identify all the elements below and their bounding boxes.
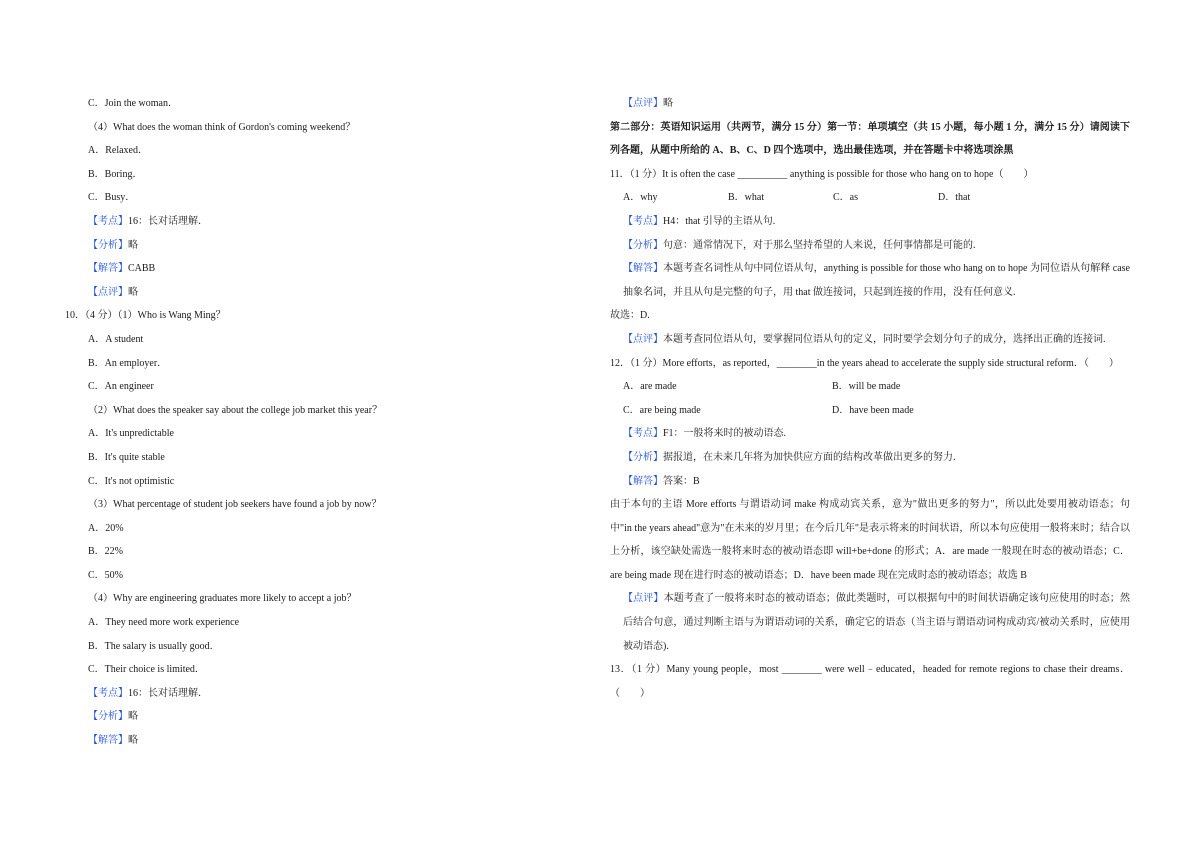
text-line: A．A student — [88, 333, 144, 345]
text-line: B．The salary is usually good． — [88, 640, 220, 652]
annotation-text: 略 — [128, 239, 138, 251]
annotation-line — [610, 92, 1130, 116]
text-line: C．Busy． — [88, 192, 136, 204]
annotation-line — [65, 210, 535, 234]
text-line: A．It's unpredictable — [88, 428, 174, 440]
text-line: B．Boring． — [88, 168, 143, 180]
annotation-text: 据报道，在未来几年将为加快供应方面的结构改革做出更多的努力. — [663, 451, 956, 463]
text-line: 故选：D. — [610, 310, 650, 322]
text-line: C．It's not optimistic — [88, 475, 175, 487]
annotation-tag: 【点评】 — [623, 593, 664, 605]
answer-option: D．that — [938, 192, 971, 204]
answer-option: C．as — [833, 192, 858, 204]
text-line: 13．（1 分）Many young people，most ________ were well﹣educated，headed for remote regions to chase their dreams．（ ） — [610, 664, 1130, 699]
answer-options — [610, 399, 1130, 423]
text-line: C．50% — [88, 569, 123, 581]
text-line: 10．（4 分）（1）Who is Wang Ming？ — [65, 310, 226, 322]
text-line: B．An employer． — [88, 357, 168, 369]
answer-option: B．will be made — [832, 381, 901, 393]
text-line: C．An engineer — [88, 381, 154, 393]
text-line: （4）Why are engineering graduates more likely to accept a job？ — [88, 593, 357, 605]
annotation-line — [610, 210, 1130, 234]
answer-option: A．why — [623, 192, 658, 204]
text-line: C．Join the woman． — [88, 98, 178, 109]
annotation-line — [610, 234, 1130, 258]
annotation-tag: 【解答】 — [623, 475, 663, 487]
annotation-tag: 【考点】 — [623, 215, 663, 227]
text-line: B．It's quite stable — [88, 451, 165, 463]
annotation-text: H4：that 引导的主语从句. — [663, 215, 776, 227]
text-line: A．They need more work experience — [88, 617, 240, 629]
annotation-tag: 【解答】 — [623, 263, 664, 275]
answer-option: C．are being made — [623, 404, 701, 416]
annotation-tag: 【点评】 — [88, 286, 128, 298]
annotation-tag: 【分析】 — [88, 711, 128, 723]
annotation-tag: 【解答】 — [88, 735, 128, 747]
annotation-tag: 【考点】 — [623, 428, 663, 440]
annotation-line — [610, 328, 1130, 352]
section-heading: 第二部分：英语知识运用（共两节，满分 15 分）第一节：单项填空（共 15 小题，每小题 1 分，满分 15 分）请阅读下列各题，从题中所给的 A、B、C、D 四个选项中，选出最佳选项，并在答题卡中将选项涂黑 — [610, 121, 1130, 157]
answer-options — [610, 375, 1130, 399]
text-line: A．Relaxed． — [88, 145, 148, 157]
text-line: A．20% — [88, 522, 124, 534]
annotation-tag: 【点评】 — [623, 333, 663, 345]
annotation-text: 本题考查同位语从句，要掌握同位语从句的定义，同时要学会划分句子的成分，选择出正确的连接词. — [663, 333, 1106, 345]
annotation-text: 16：长对话理解． — [128, 687, 208, 699]
answer-option: A．are made — [623, 381, 677, 393]
annotation-line — [610, 422, 1130, 446]
text-line: 11．（1 分）It is often the case __________ anything is possible for those who hang on to hope（ ） — [610, 168, 1034, 180]
annotation-text: CABB — [128, 263, 156, 275]
text-line: （3）What percentage of student job seekers have found a job by now？ — [88, 499, 382, 511]
annotation-text: 句意：通常情况下，对于那么坚持希望的人来说，任何事情都是可能的. — [663, 239, 976, 251]
annotation-line — [65, 729, 535, 753]
annotation-tag: 【分析】 — [623, 451, 663, 463]
text-line: 由于本句的主语 More efforts 与谓语动词 make 构成动宾关系，意为"做出更多的努力"，所以此处要用被动语态；句中"in the years ahead"意为"在未来的岁月里；在今后几年"是表示将来的时间状语，所以本句应使用一般将来时；结合以上分析，该空缺处需选一般将来时态的被动语态即 will+be+done 的形式；A．are made 一般现在时态的被动语态；C．are being made 现在进行时态的被动语态；D．have been made 现在完成时态的被动语态；故选 B — [610, 499, 1130, 581]
annotation-line — [65, 705, 535, 729]
text-line: C．Their choice is limited． — [88, 664, 205, 676]
annotation-line — [610, 587, 1130, 658]
annotation-text: F1：一般将来时的被动语态. — [663, 428, 787, 440]
annotation-tag: 【考点】 — [88, 215, 128, 227]
right-column — [610, 92, 1130, 705]
annotation-line — [610, 257, 1130, 304]
annotation-text: 略 — [128, 711, 138, 723]
annotation-tag: 【分析】 — [88, 239, 128, 251]
annotation-text: 略 — [128, 735, 138, 747]
annotation-tag: 【分析】 — [623, 239, 663, 251]
annotation-line — [65, 682, 535, 706]
annotation-line — [65, 234, 535, 258]
annotation-line — [65, 281, 535, 305]
text-line: 12．（1 分）More efforts，as reported，________in the years ahead to accelerate the supply side structural reform．（ ） — [610, 357, 1119, 369]
annotation-tag: 【解答】 — [88, 263, 128, 275]
annotation-line — [610, 446, 1130, 470]
answer-option: D．have been made — [832, 404, 914, 416]
answer-options — [610, 186, 1130, 210]
text-line: B．22% — [88, 546, 123, 558]
annotation-text: 16：长对话理解． — [128, 215, 208, 227]
annotation-text: 本题考查了一般将来时态的被动语态；做此类题时，可以根据句中的时间状语确定该句应使用的时态；然后结合句意，通过判断主语与为谓语动词的关系，确定它的语态（当主语与谓语动词构成动宾/被动关系时，应使用被动语态). — [623, 593, 1131, 652]
annotation-tag: 【点评】 — [623, 98, 663, 109]
annotation-text: 答案：B — [663, 475, 700, 487]
annotation-text: 略 — [663, 98, 673, 109]
text-line: （2）What does the speaker say about the college job market this year？ — [88, 404, 383, 416]
annotation-text: 本题考查名词性从句中同位语从句，anything is possible for those who hang on to hope 为同位语从句解释 case 抽象名词，并且从句是完整的句子，用 that 做连接词，只起到连接的作用，没有任何意义. — [623, 263, 1131, 298]
answer-option: B．what — [728, 192, 765, 204]
annotation-tag: 【考点】 — [88, 687, 128, 699]
annotation-line — [610, 470, 1130, 494]
text-line: （4）What does the woman think of Gordon's coming weekend？ — [88, 121, 356, 133]
annotation-text: 略 — [128, 286, 138, 298]
left-column — [65, 92, 535, 753]
annotation-line — [65, 257, 535, 281]
